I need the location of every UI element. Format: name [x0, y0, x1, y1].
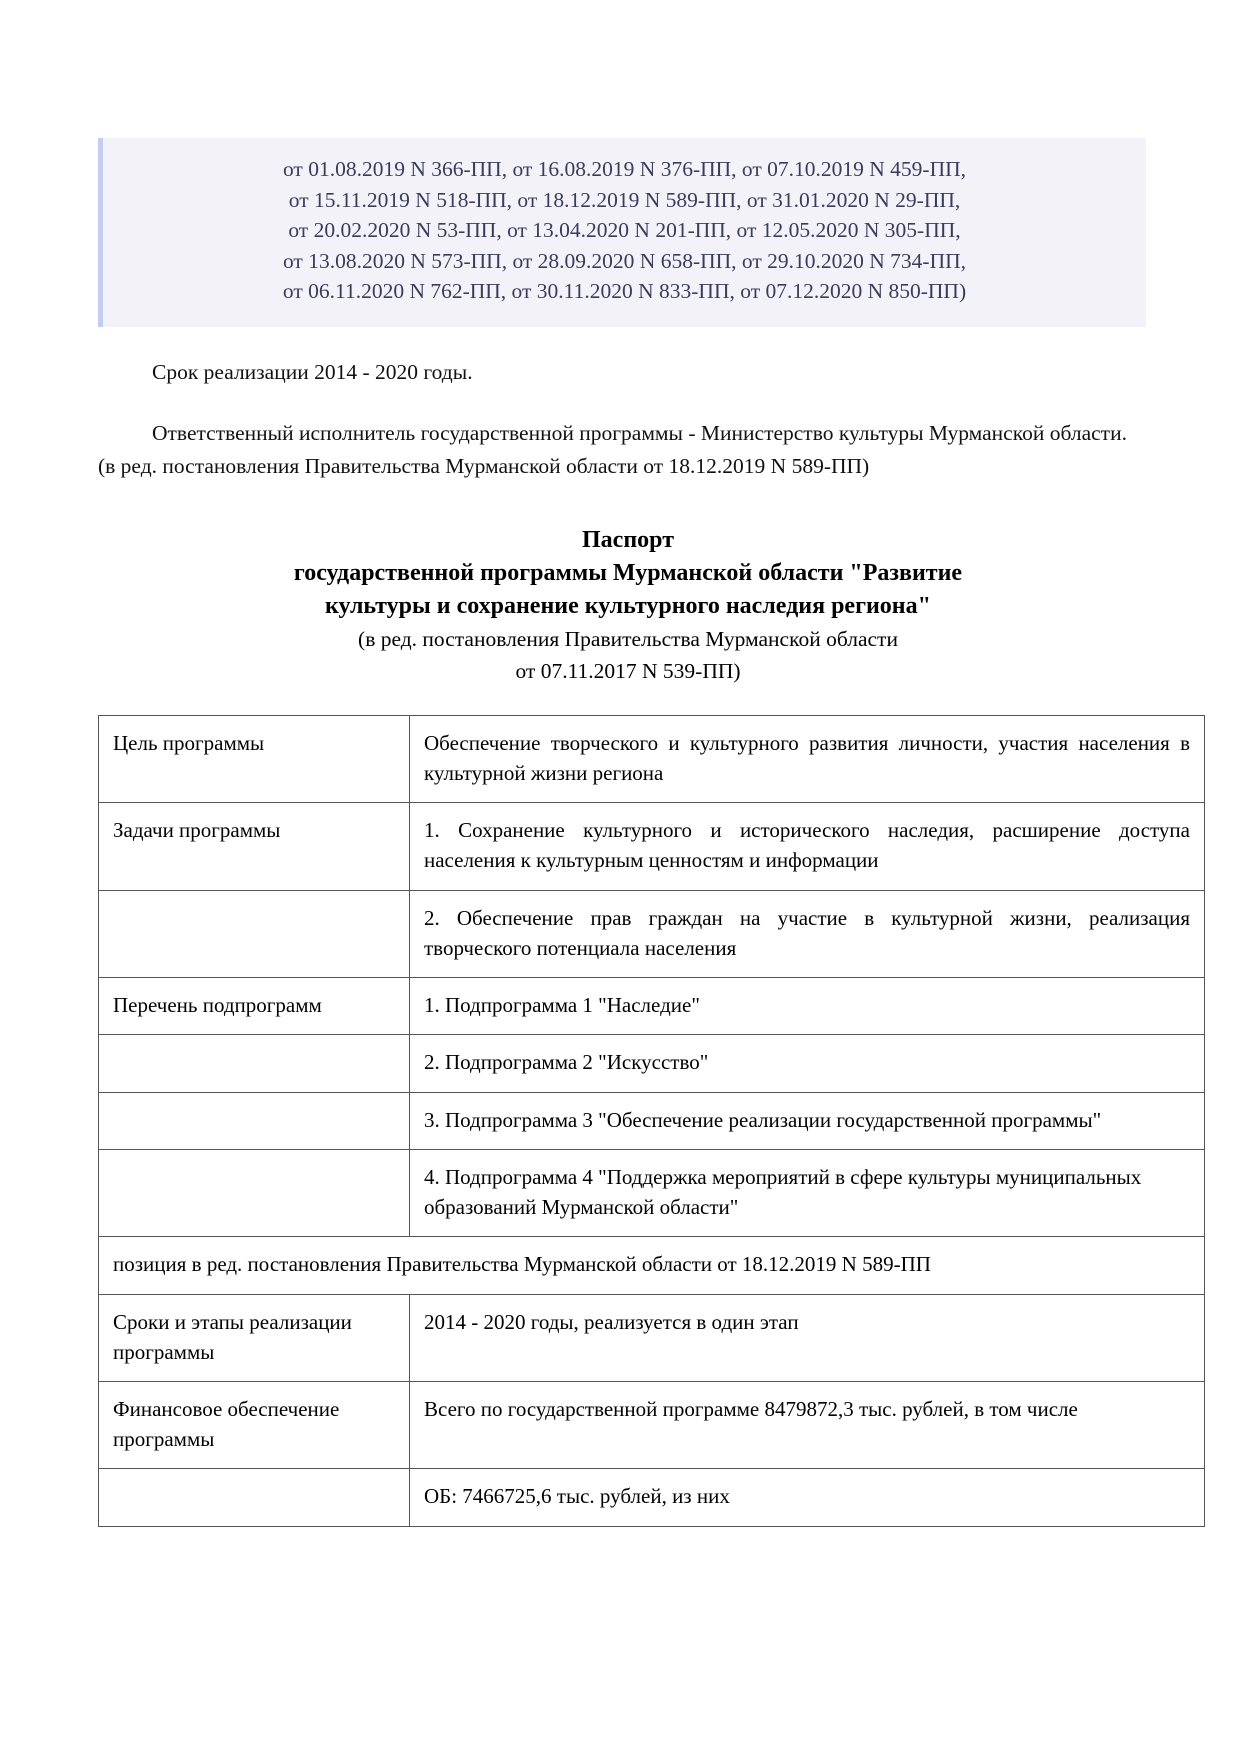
row-value-cell: Всего по государственной программе 8479872,3 тыс. рублей, в том числе	[410, 1382, 1205, 1469]
table-row	[99, 1092, 1205, 1149]
executor-amendment-note: (в ред. постановления Правительства Мурманской области от 18.12.2019 N 589-ПП)	[98, 453, 870, 478]
row-label-cell	[99, 1149, 410, 1236]
title-amendment-line2: от 07.11.2017 N 539-ПП)	[515, 659, 741, 684]
row-value-cell: ОБ: 7466725,6 тыс. рублей, из них	[410, 1469, 1205, 1526]
executor-paragraph: Ответственный исполнитель государственной программы - Министерство культуры Мурманской области.	[152, 420, 1127, 445]
row-label-cell	[99, 1092, 410, 1149]
row-value-cell: 3. Подпрограмма 3 "Обеспечение реализации государственной программы"	[410, 1092, 1205, 1149]
page-title-line2: государственной программы Мурманской области "Развитие	[293, 560, 963, 587]
row-value-cell: 2. Подпрограмма 2 "Искусство"	[410, 1035, 1205, 1092]
amendment-line: от 20.02.2020 N 53-ПП, от 13.04.2020 N 201-ПП, от 12.05.2020 N 305-ПП,	[288, 218, 961, 243]
row-value-cell: 1. Подпрограмма 1 "Наследие"	[410, 978, 1205, 1035]
table-row	[99, 1149, 1205, 1236]
passport-title-block	[98, 524, 1158, 687]
row-label-cell	[99, 890, 410, 977]
title-amendment-line1: (в ред. постановления Правительства Мурманской области	[358, 627, 898, 652]
table-row	[99, 978, 1205, 1035]
row-label-cell: Перечень подпрограмм	[99, 978, 410, 1035]
position-amendment-note: позиция в ред. постановления Правительства Мурманской области от 18.12.2019 N 589-ПП	[99, 1237, 1205, 1294]
amendment-line: от 06.11.2020 N 762-ПП, от 30.11.2020 N 833-ПП, от 07.12.2020 N 850-ПП)	[282, 279, 967, 304]
row-label-cell: Сроки и этапы реализации программы	[99, 1294, 410, 1381]
row-label-cell: Цель программы	[99, 715, 410, 802]
amendment-line: от 13.08.2020 N 573-ПП, от 28.09.2020 N 658-ПП, от 29.10.2020 N 734-ПП,	[282, 248, 967, 273]
page-title-line3: культуры и сохранение культурного наследия региона"	[325, 593, 931, 620]
page-title: Паспорт	[582, 527, 674, 554]
table-row	[99, 1294, 1205, 1381]
table-row	[99, 715, 1205, 802]
row-label-cell	[99, 1469, 410, 1526]
amendment-line: от 15.11.2019 N 518-ПП, от 18.12.2019 N 589-ПП, от 31.01.2020 N 29-ПП,	[288, 187, 961, 212]
row-value-cell: 2. Обеспечение прав граждан на участие в культурной жизни, реализация творческого потенциала населения	[410, 890, 1205, 977]
table-row	[99, 890, 1205, 977]
amendment-line: от 01.08.2019 N 366-ПП, от 16.08.2019 N 376-ПП, от 07.10.2019 N 459-ПП,	[282, 157, 967, 181]
table-note-row	[99, 1237, 1205, 1294]
table-row	[99, 1469, 1205, 1526]
row-value-cell: Обеспечение творческого и культурного развития личности, участия населения в культурной жизни региона	[410, 715, 1205, 802]
row-label-cell	[99, 1035, 410, 1092]
row-value-cell: 1. Сохранение культурного и исторического наследия, расширение доступа населения к культурным ценностям и информации	[410, 803, 1205, 890]
row-label-cell: Финансовое обеспечение программы	[99, 1382, 410, 1469]
passport-table	[98, 715, 1205, 1527]
document-content	[98, 0, 1190, 1527]
term-paragraph: Срок реализации 2014 - 2020 годы.	[152, 359, 473, 384]
table-row	[99, 1382, 1205, 1469]
amendment-banner	[98, 138, 1146, 327]
table-row	[99, 1035, 1205, 1092]
row-value-cell: 2014 - 2020 годы, реализуется в один этап	[410, 1294, 1205, 1381]
row-value-cell: 4. Подпрограмма 4 "Поддержка мероприятий в сфере культуры муниципальных образований Мурманской области"	[410, 1149, 1205, 1236]
table-row	[99, 803, 1205, 890]
row-label-cell: Задачи программы	[99, 803, 410, 890]
